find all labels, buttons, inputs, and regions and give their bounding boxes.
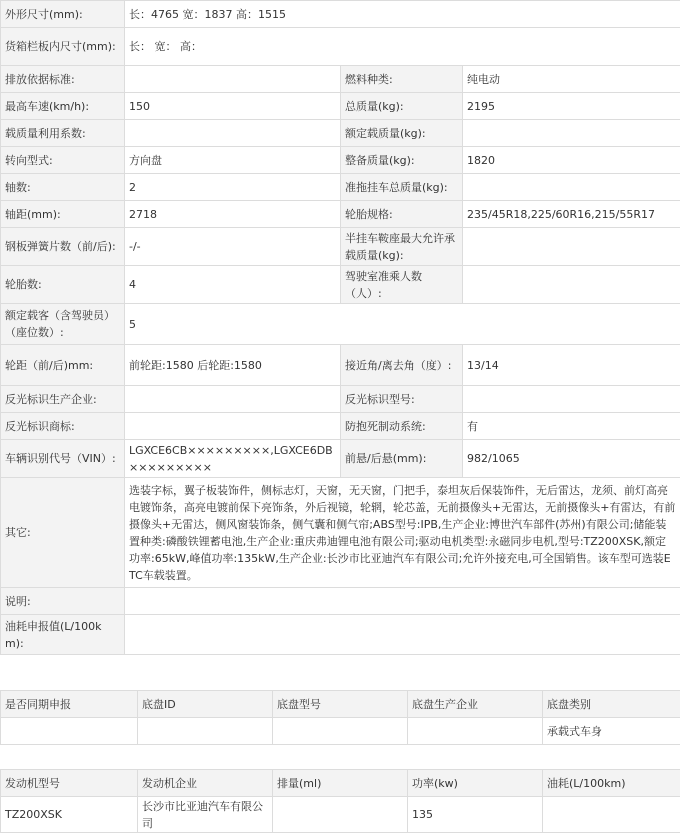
chassis-data-row: [1, 718, 680, 745]
spec-row: [1, 386, 680, 413]
saddle-value: [463, 228, 680, 266]
rated-load-value: [463, 120, 680, 147]
spec-row: [1, 228, 680, 266]
engine-header-cell: 发动机型号: [1, 770, 138, 797]
axles-value: 2: [125, 174, 341, 201]
spec-row: [1, 440, 680, 478]
springs-label: 钢板弹簧片数（前/后):: [1, 228, 125, 266]
max-speed-label: 最高车速(km/h):: [1, 93, 125, 120]
tire-spec-label: 轮胎规格:: [341, 201, 463, 228]
engine-cell: TZ200XSK: [1, 797, 138, 833]
rated-load-label: 额定载质量(kg):: [341, 120, 463, 147]
spec-row: [1, 1, 680, 28]
chassis-header-row: [1, 691, 680, 718]
chassis-header-cell: 是否同期申报: [1, 691, 138, 718]
engine-header-cell: 油耗(L/100km): [543, 770, 680, 797]
steering-value: 方向盘: [125, 147, 341, 174]
chassis-cell: [1, 718, 138, 745]
chassis-header-cell: 底盘型号: [273, 691, 408, 718]
spec-row: [1, 478, 680, 588]
chassis-cell: [138, 718, 273, 745]
total-mass-label: 总质量(kg):: [341, 93, 463, 120]
spec-row: [1, 66, 680, 93]
chassis-header-cell: 底盘生产企业: [408, 691, 543, 718]
dimensions-label: 外形尺寸(mm):: [1, 1, 125, 28]
load-util-value: [125, 120, 341, 147]
passengers-label: 额定载客（含驾驶员）（座位数）:: [1, 304, 125, 345]
reflect-maker-value: [125, 386, 341, 413]
spec-row: [1, 615, 680, 655]
tire-spec-value: 235/45R18,225/60R16,215/55R17: [463, 201, 680, 228]
spec-row: [1, 147, 680, 174]
spec-row: [1, 266, 680, 304]
fuel-value: 纯电动: [463, 66, 680, 93]
spec-row: [1, 120, 680, 147]
fuel-label: 燃料种类:: [341, 66, 463, 93]
chassis-cell: [273, 718, 408, 745]
wheelbase-value: 2718: [125, 201, 341, 228]
engine-header-cell: 功率(kw): [408, 770, 543, 797]
chassis-header-cell: 底盘类别: [543, 691, 680, 718]
reflect-brand-label: 反光标识商标:: [1, 413, 125, 440]
cab-seats-value: [463, 266, 680, 304]
chassis-cell: [408, 718, 543, 745]
notes-label: 说明:: [1, 588, 125, 615]
engine-cell: 135: [408, 797, 543, 833]
engine-table: [0, 769, 680, 833]
curb-mass-label: 整备质量(kg):: [341, 147, 463, 174]
curb-mass-value: 1820: [463, 147, 680, 174]
dimensions-value: 长：4765 宽：1837 高：1515: [125, 1, 680, 28]
cab-seats-label: 驾驶室准乘人数（人）:: [341, 266, 463, 304]
abs-value: 有: [463, 413, 680, 440]
cargo-label: 货箱栏板内尺寸(mm):: [1, 28, 125, 66]
vin-value: LGXCE6CB×××××××××,LGXCE6DB×××××××××: [125, 440, 341, 478]
engine-header-row: [1, 770, 680, 797]
reflect-model-value: [463, 386, 680, 413]
abs-label: 防抱死制动系统:: [341, 413, 463, 440]
tires-value: 4: [125, 266, 341, 304]
fuel-consumption-value: [125, 615, 680, 655]
spec-row: [1, 93, 680, 120]
spec-row: [1, 201, 680, 228]
steering-label: 转向型式:: [1, 147, 125, 174]
trailer-mass-label: 准拖挂车总质量(kg):: [341, 174, 463, 201]
engine-header-cell: 排量(ml): [273, 770, 408, 797]
tires-label: 轮胎数:: [1, 266, 125, 304]
saddle-label: 半挂车鞍座最大允许承载质量(kg):: [341, 228, 463, 266]
engine-data-row: [1, 797, 680, 833]
max-speed-value: 150: [125, 93, 341, 120]
vin-label: 车辆识别代号（VIN）:: [1, 440, 125, 478]
track-value: 前轮距:1580 后轮距:1580: [125, 345, 341, 386]
approach-value: 13/14: [463, 345, 680, 386]
other-label: 其它:: [1, 478, 125, 588]
reflect-brand-value: [125, 413, 341, 440]
reflect-maker-label: 反光标识生产企业:: [1, 386, 125, 413]
wheelbase-label: 轴距(mm):: [1, 201, 125, 228]
total-mass-value: 2195: [463, 93, 680, 120]
spec-row: [1, 588, 680, 615]
approach-label: 接近角/离去角（度）:: [341, 345, 463, 386]
engine-cell: [273, 797, 408, 833]
trailer-mass-value: [463, 174, 680, 201]
notes-value: [125, 588, 680, 615]
emission-value: [125, 66, 341, 93]
engine-cell: 长沙市比亚迪汽车有限公司: [138, 797, 273, 833]
track-label: 轮距（前/后)mm:: [1, 345, 125, 386]
emission-label: 排放依据标准:: [1, 66, 125, 93]
engine-header-cell: 发动机企业: [138, 770, 273, 797]
chassis-table: [0, 690, 680, 745]
chassis-cell: 承载式车身: [543, 718, 680, 745]
engine-cell: [543, 797, 680, 833]
chassis-header-cell: 底盘ID: [138, 691, 273, 718]
passengers-value: 5: [125, 304, 680, 345]
axles-label: 轴数:: [1, 174, 125, 201]
spec-row: [1, 345, 680, 386]
reflect-model-label: 反光标识型号:: [341, 386, 463, 413]
overhang-label: 前悬/后悬(mm):: [341, 440, 463, 478]
springs-value: -/-: [125, 228, 341, 266]
fuel-consumption-label: 油耗申报值(L/100km):: [1, 615, 125, 655]
spec-row: [1, 413, 680, 440]
other-value: 选装字标，翼子板装饰件，侧标志灯，天窗，无天窗，门把手，泰坦灰后保装饰件，无后雷达，龙须、前灯高亮电镀饰条，高亮电镀前保下亮饰条，外后视镜，轮辋，轮芯盖，无前摄像头+无雷达，无前摄像头+有雷达，有前摄像头+无雷达，侧风窗装饰条，侧气囊和侧气帘;ABS型号:IPB,生产企业:博世汽车部件(苏州)有限公司;储能装置种类:磷酸铁锂蓄电池,生产企业:重庆弗迪锂电池有限公司;驱动电机类型:永磁同步电机,型号:TZ200XSK,额定功率:65kW,峰值功率:135kW,生产企业:长沙市比亚迪汽车有限公司;允许外接充电,可全国销售。该车型可选装ETC车载装置。: [125, 478, 680, 588]
load-util-label: 载质量利用系数:: [1, 120, 125, 147]
overhang-value: 982/1065: [463, 440, 680, 478]
spec-row: [1, 174, 680, 201]
cargo-value: 长： 宽： 高：: [125, 28, 680, 66]
spec-row: [1, 304, 680, 345]
spec-row: [1, 28, 680, 66]
